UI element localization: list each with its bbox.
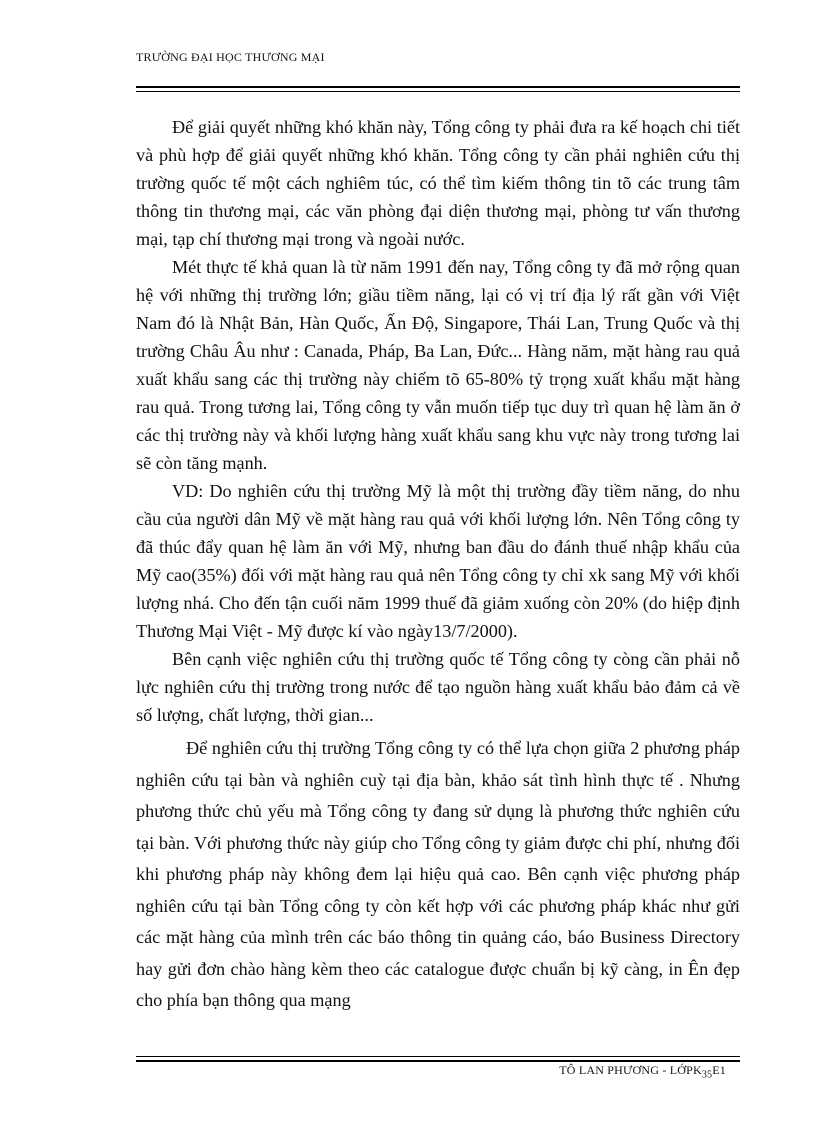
footer-rule: [136, 1060, 740, 1062]
header-rule-thin: [136, 91, 740, 92]
page-footer: [559, 1063, 726, 1080]
footer-rule-thin: [136, 1056, 740, 1057]
page-header: TRƯỜNG ĐẠI HỌC THƯƠNG MẠI: [136, 50, 325, 64]
footer-class-suffix: E1: [712, 1063, 726, 1077]
footer-author: TÔ LAN PHƯƠNG - LỚPK: [559, 1063, 702, 1077]
paragraph-1: Để giải quyết những khó khăn này, Tổng công ty phải đưa ra kế hoạch chi tiết và phù hợp để giải quyết những khó khăn. Tổng công ty cần phải nghiên cứu thị trường quốc tế một cách nghiêm túc, có thể tìm kiếm thông tin tõ các trung tâm thông tin thương mại, các văn phòng đại diện thương mại, phòng tư vấn thương mại, tạp chí thương mại trong và ngoài nước.: [136, 117, 740, 249]
body-text: [136, 113, 740, 1017]
paragraph-2: Mét thực tế khả quan là từ năm 1991 đến nay, Tổng công ty đã mở rộng quan hệ với những thị trường lớn; giầu tiềm năng, lại có vị trí địa lý rất gần với Việt Nam đó là Nhật Bản, Hàn Quốc, Ấn Độ, Singapore, Thái Lan, Trung Quốc và thị trường Châu Âu như : Canada, Pháp, Ba Lan, Đức... Hàng năm, mặt hàng rau quả xuất khẩu sang các thị trường này chiếm tõ 65-80% tỷ trọng xuất khẩu mặt hàng rau quả. Trong tương lai, Tổng công ty vẫn muốn tiếp tục duy trì quan hệ làm ăn ở các thị trường này và khối lượng hàng xuất khẩu sang khu vực này trong tương lai sẽ còn tăng mạnh.: [136, 257, 740, 473]
paragraph-4: Bên cạnh việc nghiên cứu thị trường quốc tế Tổng công ty còng cần phải nỗ lực nghiên cứu thị trường trong nước để tạo nguồn hàng xuất khẩu bảo đảm cả về số lượng, chất lượng, thời gian...: [136, 649, 740, 725]
paragraph-5: Để nghiên cứu thị trường Tổng công ty có thể lựa chọn giữa 2 phương pháp nghiên cứu tại bàn và nghiên cuỳ tại địa bàn, khảo sát tình hình thực tế . Nhưng phương thức chủ yếu mà Tổng công ty đang sử dụng là phương thức nghiên cứu tại bàn. Với phương thức này giúp cho Tổng công ty giảm được chi phí, nhưng đối khi phương pháp này không đem lại hiệu quả cao. Bên cạnh việc phương pháp nghiên cứu tại bàn Tổng công ty còn kết hợp với các phương pháp khác như gửi các mặt hàng của mình trên các báo thông tin quảng cáo, báo Business Directory hay gửi đơn chào hàng kèm theo các catalogue được chuẩn bị kỹ càng, in Ên đẹp cho phía bạn thông qua mạng: [136, 738, 740, 1010]
paragraph-3: VD: Do nghiên cứu thị trường Mỹ là một thị trường đầy tiềm năng, do nhu cầu của người dân Mỹ về mặt hàng rau quả với khối lượng lớn. Nên Tổng công ty đã thúc đẩy quan hệ làm ăn với Mỹ, nhưng ban đầu do đánh thuế nhập khẩu của Mỹ cao(35%) đối với mặt hàng rau quả nên Tổng công ty chỉ xk sang Mỹ với khối lượng nhá. Cho đến tận cuối năm 1999 thuế đã giảm xuống còn 20% (do hiệp định Thương Mại Việt - Mỹ được kí vào ngày13/7/2000).: [136, 481, 740, 641]
header-rule: [136, 86, 740, 88]
footer-class-sub: 35: [701, 1069, 713, 1081]
